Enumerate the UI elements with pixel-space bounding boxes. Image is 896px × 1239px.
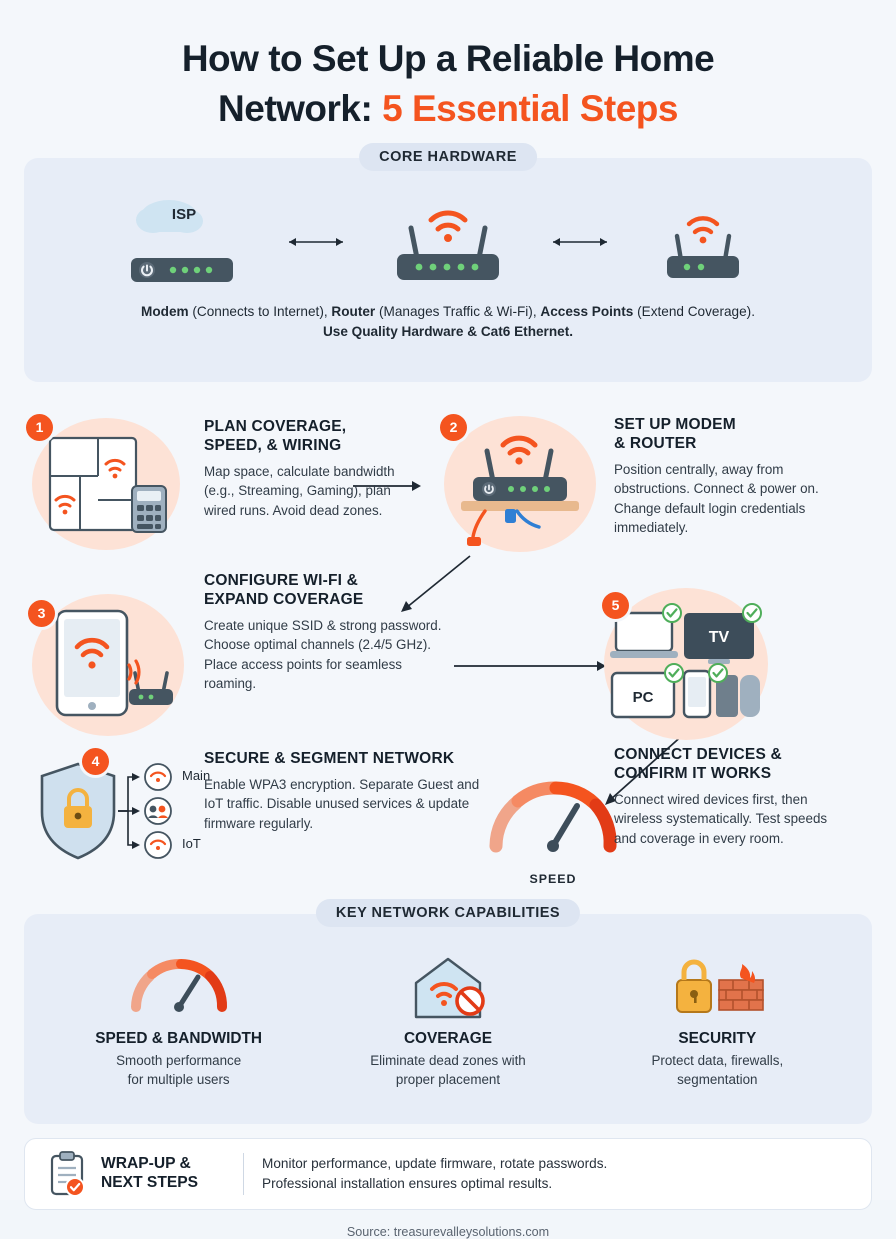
router-icon	[373, 184, 523, 300]
step-1-heading	[204, 418, 419, 456]
capability-security	[592, 948, 842, 1089]
wrapup-title-line-2: NEXT STEPS	[101, 1173, 199, 1191]
step-1-heading-line-1: PLAN COVERAGE,	[204, 417, 347, 435]
pc-label: PC	[632, 688, 654, 706]
core-hardware-chip: CORE HARDWARE	[359, 143, 537, 171]
capability-speed-desc	[54, 1051, 304, 1089]
capability-coverage-title: COVERAGE	[403, 1029, 493, 1047]
capabilities-chip: KEY NETWORK CAPABILITIES	[316, 899, 580, 927]
modem-group	[109, 184, 259, 300]
step-5-badge: 5	[602, 592, 629, 619]
capability-coverage-desc-1: Eliminate dead zones with	[370, 1052, 526, 1068]
step-1-badge: 1	[26, 414, 53, 441]
wrapup-panel	[24, 1138, 872, 1210]
capability-speed-desc-2: for multiple users	[127, 1071, 230, 1087]
access-point-icon	[637, 184, 777, 300]
tv-label: TV	[708, 628, 730, 646]
clipboard-check-icon	[47, 1150, 91, 1198]
isp-label: ISP	[171, 205, 197, 223]
speed-gauge-capability-icon	[54, 948, 304, 1024]
step-5-heading-line-1: CONNECT DEVICES &	[614, 745, 782, 763]
network-label-iot: IoT	[182, 835, 201, 851]
step-3-art	[32, 594, 184, 736]
capability-speed	[54, 948, 304, 1089]
step-5-text	[614, 746, 846, 848]
wrapup-title-line-1: WRAP-UP &	[101, 1155, 191, 1173]
title-line-2-plain: Network:	[218, 87, 383, 129]
wrapup-divider	[243, 1153, 244, 1195]
capabilities-row	[24, 942, 872, 1089]
step-5-art	[604, 588, 768, 740]
access-point-group	[637, 184, 787, 300]
core-caption-modem: Modem	[141, 303, 189, 319]
capability-coverage	[323, 948, 573, 1089]
coverage-house-icon	[323, 948, 573, 1024]
step-2-art	[444, 416, 596, 552]
step-2-body: Position centrally, away from obstructions. Connect & power on. Change default login credentials immediately.	[614, 461, 819, 535]
speed-gauge	[480, 770, 626, 886]
step-1-body: Map space, calculate bandwidth (e.g., Streaming, Gaming), plan wired runs. Avoid dead zones.	[204, 463, 395, 518]
title-line-2	[24, 84, 872, 134]
core-caption-ap-desc: (Extend Coverage).	[633, 303, 755, 319]
step-4	[32, 754, 212, 884]
step-1-heading-line-2: SPEED, & WIRING	[204, 436, 342, 454]
step-3-badge: 3	[28, 600, 55, 627]
core-caption-line-1	[24, 302, 872, 322]
step-4-heading: SECURE & SEGMENT NETWORK	[204, 749, 455, 767]
step-2-heading-line-2: & ROUTER	[614, 434, 697, 452]
step-4-badge: 4	[82, 748, 109, 775]
core-caption-router-desc: (Manages Traffic & Wi-Fi),	[375, 303, 541, 319]
capabilities-panel	[24, 904, 872, 1124]
capability-security-title: SECURITY	[678, 1029, 757, 1047]
core-hardware-row	[24, 184, 872, 300]
step-3-text	[204, 572, 454, 694]
modem-router-setup-icon	[445, 419, 595, 549]
core-caption-line-2: Use Quality Hardware & Cat6 Ethernet.	[322, 324, 574, 340]
step-3-heading	[204, 572, 454, 610]
core-hardware-panel	[24, 148, 872, 382]
step-2	[444, 416, 596, 552]
floorplan-icon	[40, 424, 172, 544]
steps-section	[24, 408, 872, 898]
source-text: Source: treasurevalleysolutions.com	[346, 1224, 550, 1239]
capability-speed-title: SPEED & BANDWIDTH	[95, 1029, 263, 1047]
title-line-1: How to Set Up a Reliable Home	[181, 38, 715, 79]
step-5-heading	[614, 746, 846, 784]
capability-security-desc-2: segmentation	[677, 1071, 758, 1087]
core-caption-modem-desc: (Connects to Internet),	[188, 303, 332, 319]
wrapup-text-line-2: Professional installation ensures optimal results.	[262, 1175, 553, 1191]
step-1-text	[204, 418, 419, 520]
step-1-art	[32, 418, 180, 550]
step-5-body: Connect wired devices first, then wireless systematically. Test speeds and coverage in every room.	[614, 791, 828, 846]
capability-coverage-desc-2: proper placement	[395, 1071, 501, 1087]
page-title	[24, 0, 872, 134]
connected-devices-icon	[604, 589, 768, 739]
speed-gauge-label: SPEED	[529, 871, 577, 886]
network-label-main: Main	[182, 767, 211, 783]
core-caption-router: Router	[331, 303, 376, 319]
step-3-body: Create unique SSID & strong password. Choose optimal channels (2.4/5 GHz). Place access points for seamless roaming.	[204, 617, 442, 691]
step-4-text	[204, 750, 494, 833]
capability-coverage-desc	[323, 1051, 573, 1089]
title-line-2-accent: 5 Essential Steps	[382, 87, 678, 129]
speed-gauge-icon	[480, 770, 626, 870]
capability-speed-desc-1: Smooth performance	[116, 1052, 242, 1068]
step-1	[32, 418, 180, 550]
security-lock-firewall-icon	[592, 948, 842, 1024]
wrapup-text	[262, 1154, 607, 1194]
step-5	[604, 588, 768, 740]
capability-security-desc	[592, 1051, 842, 1089]
step-3-heading-line-2: EXPAND COVERAGE	[204, 590, 364, 608]
step-2-heading	[614, 416, 842, 454]
step-2-badge: 2	[440, 414, 467, 441]
step-3	[32, 594, 184, 736]
step-3-heading-line-1: CONFIGURE WI-FI &	[204, 571, 359, 589]
wrapup-title	[101, 1155, 225, 1192]
step-2-text	[614, 416, 842, 538]
modem-router-arrow	[279, 234, 353, 250]
router-group	[373, 184, 523, 300]
step-2-heading-line-1: SET UP MODEM	[614, 415, 736, 433]
step-4-body: Enable WPA3 encryption. Separate Guest and IoT traffic. Disable unused services & update firmware regularly.	[204, 776, 480, 831]
wrapup-text-line-1: Monitor performance, update firmware, rotate passwords.	[262, 1155, 608, 1171]
router-ap-arrow	[543, 234, 617, 250]
core-caption-ap: Access Points	[540, 303, 634, 319]
core-hardware-caption	[24, 302, 872, 343]
capability-security-desc-1: Protect data, firewalls,	[651, 1052, 784, 1068]
step-5-heading-line-2: CONFIRM IT WORKS	[614, 764, 772, 782]
tablet-wifi-icon	[33, 597, 183, 733]
modem-icon	[109, 184, 259, 300]
